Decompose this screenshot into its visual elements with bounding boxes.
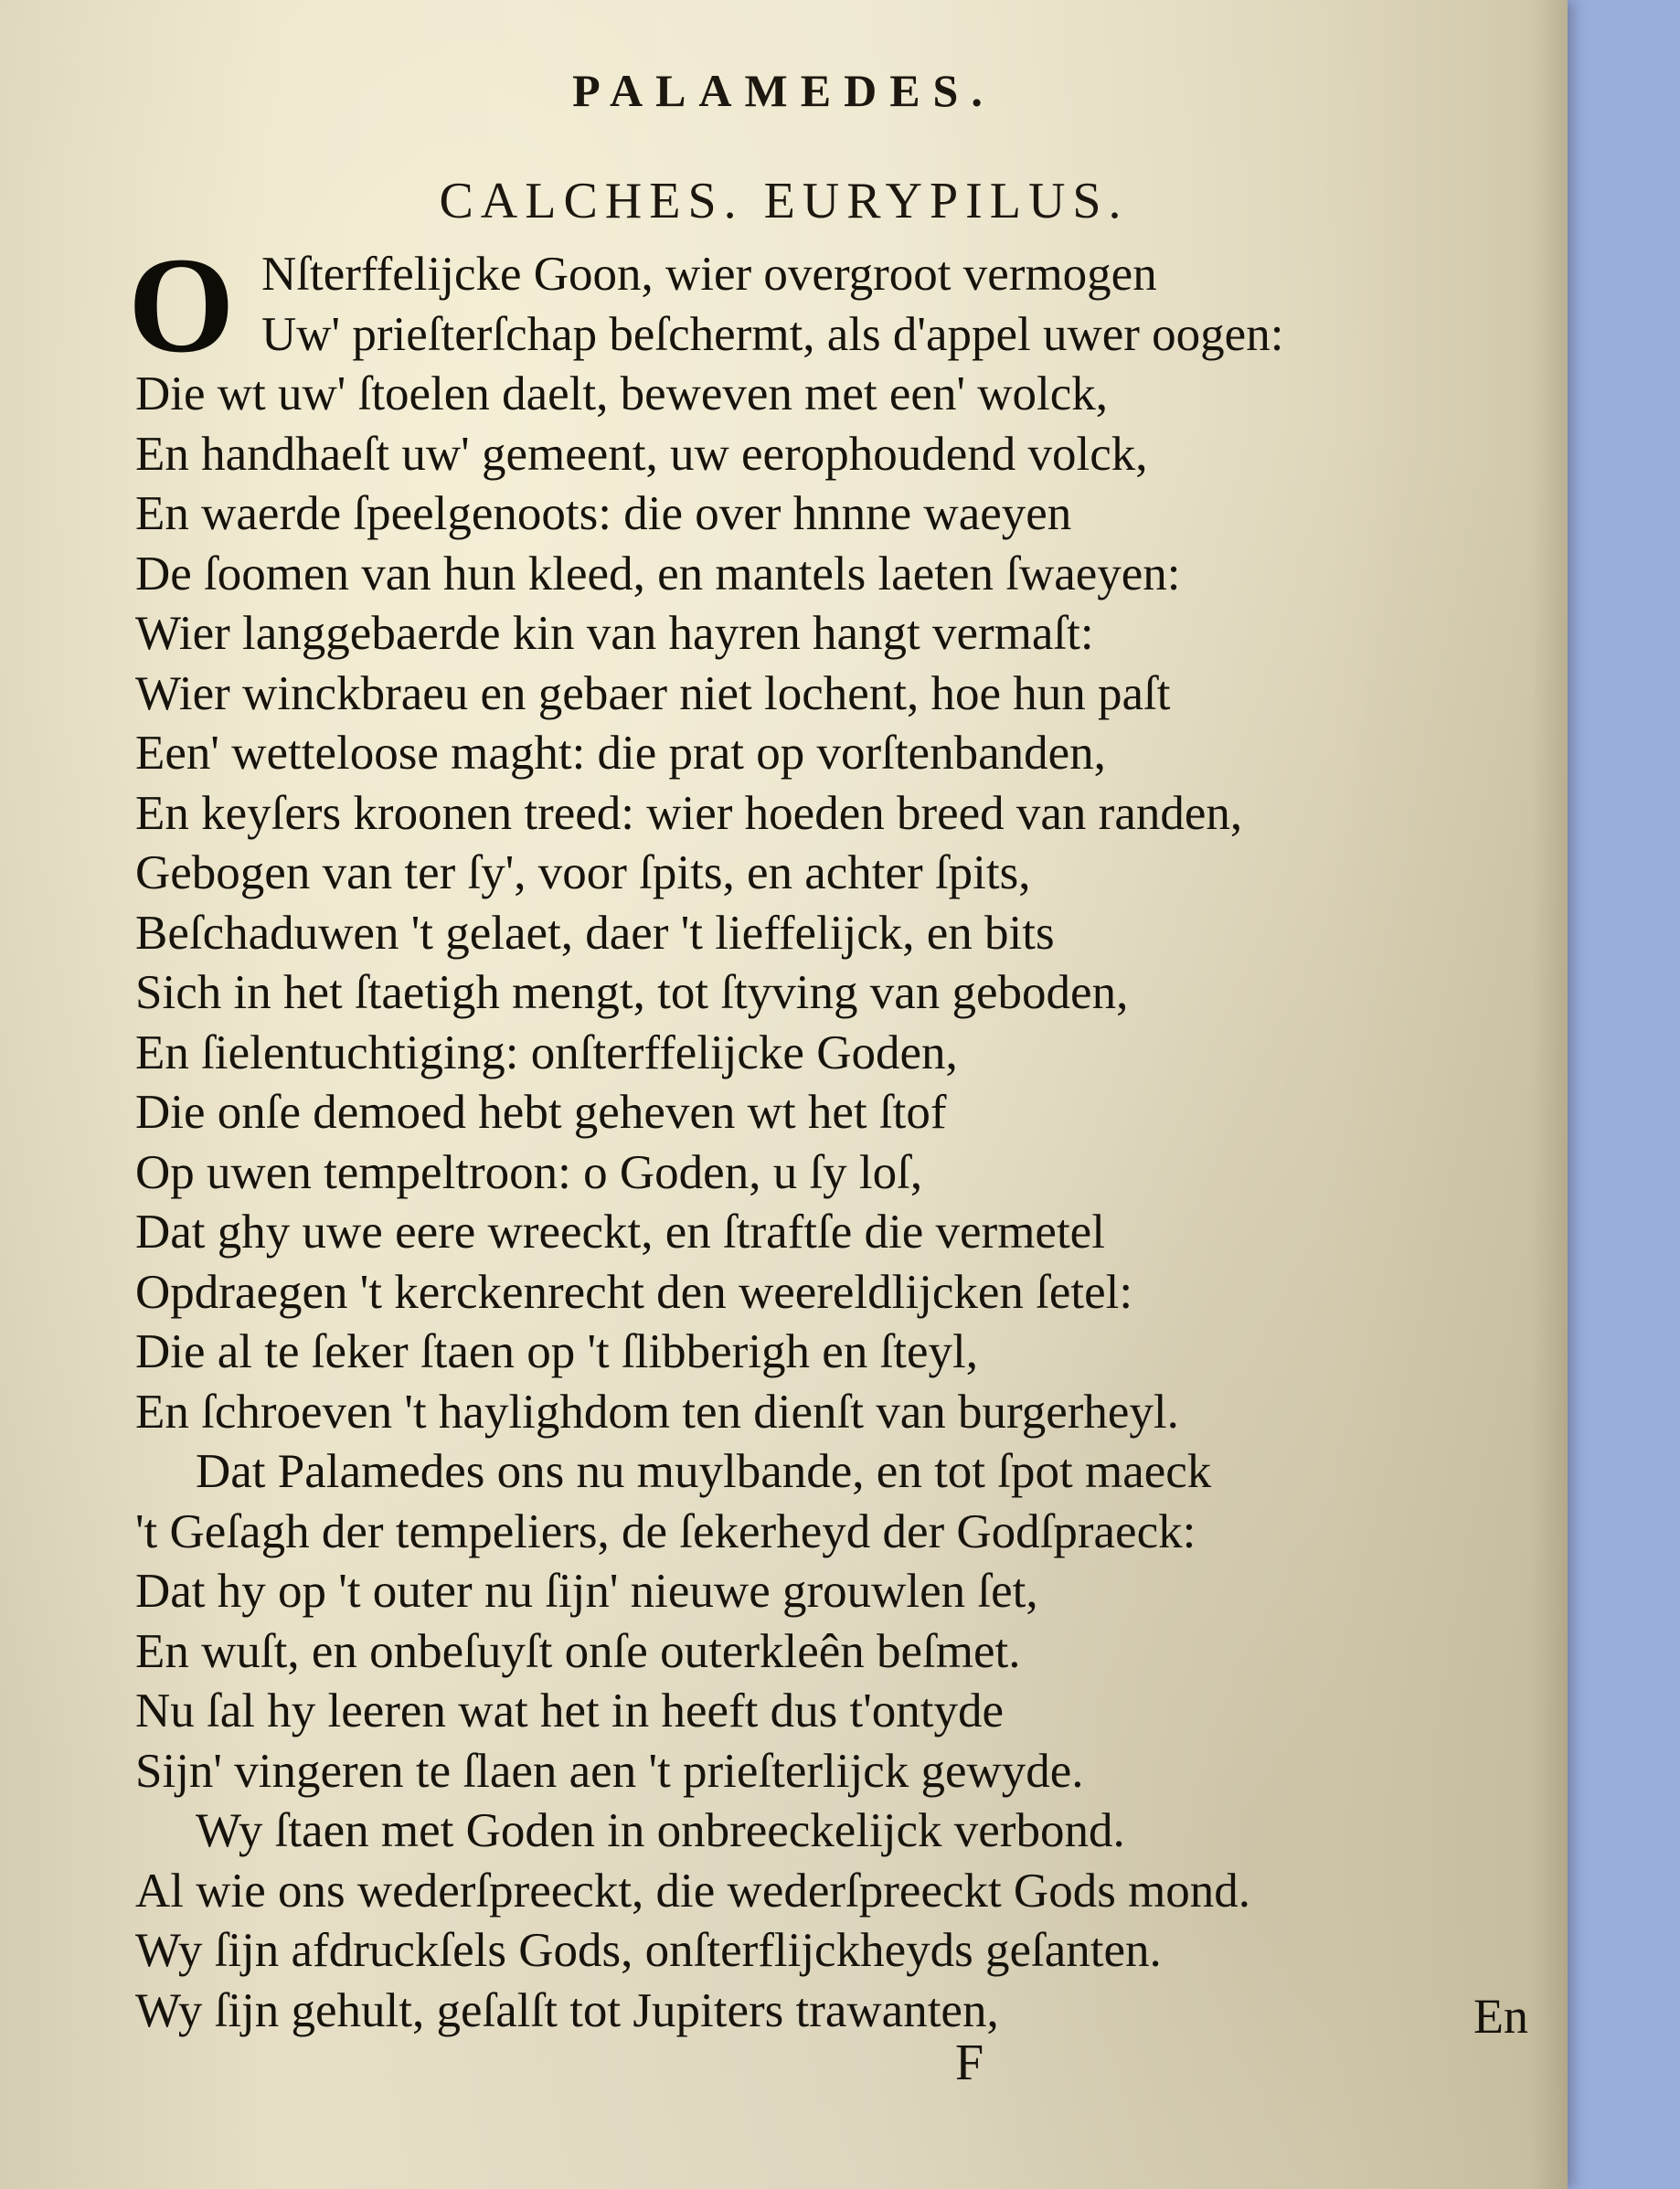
- verse-line: Een' wetteloose maght: die prat op vorſtenbanden,: [135, 727, 1106, 780]
- verse-line: Sijn' vingeren te ſlaen aen 't prieſterlijck gewyde.: [135, 1744, 1084, 1798]
- verse-line: Gebogen van ter ſy', voor ſpits, en achter ſpits,: [135, 846, 1031, 899]
- verse-line: En keyſers kroonen treed: wier hoeden breed van randen,: [135, 786, 1243, 840]
- verse-line: Opdraegen 't kerckenrecht den weereldlijcken ſetel:: [135, 1265, 1133, 1319]
- running-title: PALAMEDES.: [572, 65, 995, 116]
- catchword: En: [1473, 1989, 1528, 2044]
- verse-line: Wy ſijn afdruckſels Gods, onſterflijckheyds geſanten.: [135, 1924, 1162, 1977]
- verse-block: [128, 229, 1561, 2041]
- verse-line: Wier winckbraeu en gebaer niet lochent, hoe hun paſt: [135, 666, 1171, 720]
- verse-line: Die wt uw' ſtoelen daelt, beweven met een' wolck,: [135, 367, 1109, 420]
- verse-line: Die onſe demoed hebt geheven wt het ſtof: [135, 1086, 947, 1139]
- opening-lines: [128, 229, 1561, 381]
- verse-line: Nu ſal hy leeren wat het in heeft dus t'ontyde: [135, 1684, 1005, 1737]
- verse-line: 't Geſagh der tempeliers, de ſekerheyd der Godſpraeck:: [135, 1504, 1196, 1558]
- verse-line: Wier langgebaerde kin van hayren hangt vermaſt:: [135, 607, 1094, 660]
- signature-mark: F: [955, 2035, 984, 2091]
- verse-line: Op uwen tempeltroon: o Goden, u ſy loſ,: [135, 1145, 923, 1199]
- verse-line: Die al te ſeker ſtaen op 't ſlibberigh en ſteyl,: [135, 1325, 979, 1378]
- verse-line: Dat ghy uwe eere wreeckt, en ſtraftſe die vermetel: [135, 1206, 1105, 1259]
- verse-line: Wy ſijn gehult, geſalſt tot Jupiters trawanten,: [135, 1983, 999, 2037]
- verse-line: En waerde ſpeelgenoots: die over hnnne waeyen: [135, 487, 1072, 540]
- drop-cap: O: [128, 229, 235, 381]
- verse-line: Sich in het ſtaetigh mengt, tot ſtyving van geboden,: [135, 966, 1129, 1019]
- verse-line: Uw' prieſterſchap beſchermt, als d'appel uwer oogen:: [261, 307, 1284, 361]
- verse-line: En handhaeſt uw' gemeent, uw eerophoudend volck,: [135, 427, 1148, 481]
- speaker-heading: CALCHES. EURYPILUS.: [439, 173, 1129, 229]
- verse-line: Dat hy op 't outer nu ſijn' nieuwe grouwlen ſet,: [135, 1565, 1038, 1618]
- verse-line: En wuſt, en onbeſuyſt onſe outerkleên beſmet.: [135, 1624, 1021, 1678]
- verse-line: En ſielentuchtiging: onſterffelijcke Goden,: [135, 1025, 958, 1079]
- verse-line: Wy ſtaen met Goden in onbreeckelijck verbond.: [196, 1804, 1125, 1857]
- verse-line: En ſchroeven 't haylighdom ten dienſt van burgerheyl.: [135, 1385, 1179, 1439]
- verse-line: Beſchaduwen 't gelaet, daer 't lieffelijck, en bits: [135, 906, 1055, 960]
- verse-line: De ſoomen van hun kleed, en mantels laeten ſwaeyen:: [135, 547, 1181, 600]
- verse-line: Al wie ons wederſpreeckt, die wederſpreeckt Gods mond.: [135, 1864, 1251, 1918]
- verse-line: Nſterffelijcke Goon, wier overgroot vermogen: [261, 248, 1157, 301]
- verse-line: Dat Palamedes ons nu muylbande, en tot ſpot maeck: [196, 1445, 1212, 1498]
